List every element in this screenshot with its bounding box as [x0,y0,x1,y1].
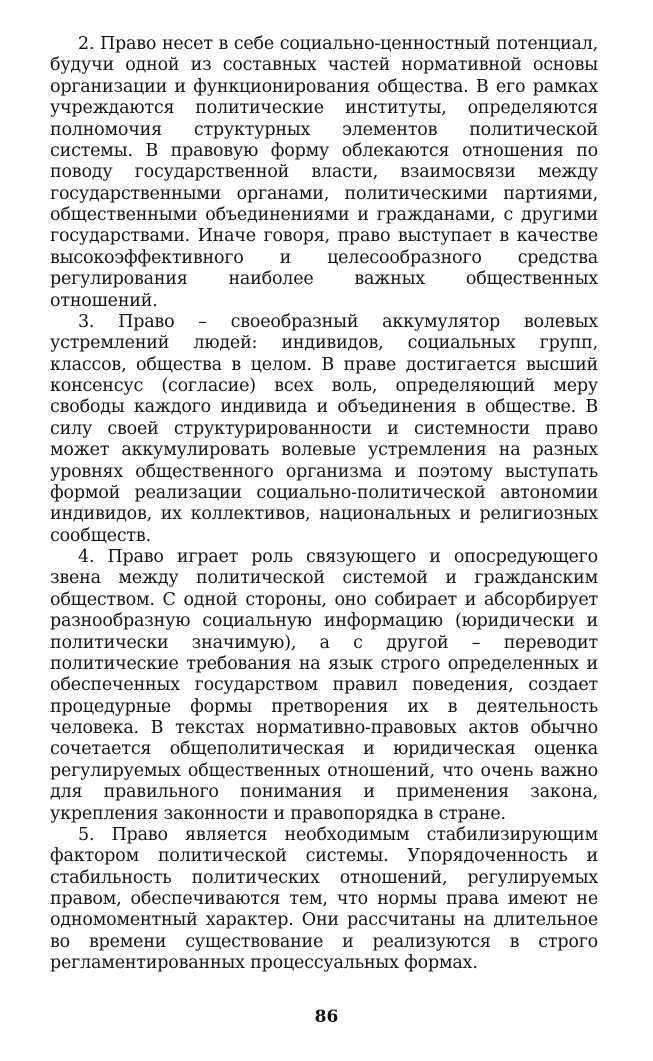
paragraph-2: 2. Право несет в себе социально-ценностный потенциал, будучи одной из составных частей нормативной основы организации и функционирования общества. В его рамках учреждаются политические институты, определяются полномочия структурных элементов политической системы. В правовую форму облекаются отношения по поводу государственной власти, взаимосвязи между государственными органами, политическими партиями, общественными объединениями и гражданами, с другими государствами. Иначе говоря, право выступает в качестве высокоэффективного и целесообразного средства регулирования наиболее важных общественных отношений. [50,34,598,311]
paragraph-5: 5. Право является необходимым стабилизирующим фактором политической системы. Упорядоченность и стабильность политических отношений, регулируемых правом, обеспечиваются тем, что нормы права имеют не одномоментный характер. Они рассчитаны на длительное во времени существование и реализуются в строго регламентированных процессуальных формах. [50,824,598,974]
paragraph-4: 4. Право играет роль связующего и опосредующего звена между политической системой и гражданским обществом. С одной стороны, оно собирает и абсорбирует разнообразную социальную информацию (юридически и политически значимую), а с другой – переводит политические требования на язык строго определенных и обеспеченных государством правил поведения, создает процедурные формы претворения их в деятельность человека. В текстах нормативно-правовых актов обычно сочетается общеполитическая и юридическая оценка регулируемых общественных отношений, что очень важно для правильного понимания и применения закона, укрепления законности и правопорядка в стране. [50,547,598,824]
page-number: 86 [314,1007,339,1027]
page-body [50,34,598,975]
paragraph-3: 3. Право – своеобразный аккумулятор волевых устремлений людей: индивидов, социальных групп, классов, общества в целом. В праве достигается высший консенсус (согласие) всех воль, определяющий меру свободы каждого индивида и объединения в обществе. В силу своей структурированности и системности право может аккумулировать волевые устремления на разных уровнях общественного организма и поэтому выступать формой реализации социально-политической автономии индивидов, их коллективов, национальных и религиозных сообществ. [50,311,598,546]
